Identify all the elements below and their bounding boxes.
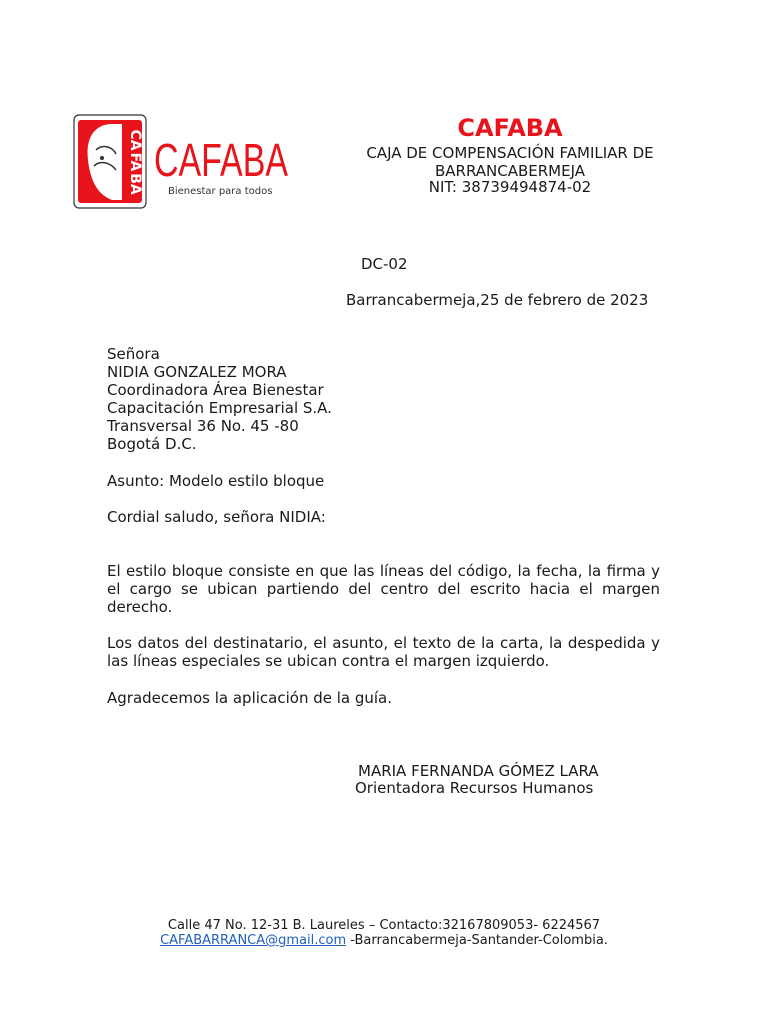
svg-text:CA: CA [127,129,143,151]
footer-email-link[interactable]: CAFABARRANCA@gmail.com [160,933,347,948]
letter-subject: Asunto: Modelo estilo bloque [107,472,325,490]
logo-brand-text: CAFABA [154,134,289,186]
recipient-title: Señora [107,345,160,363]
body-paragraph-2: Los datos del destinatario, el asunto, el texto de la carta, la despedida y las líneas especiales se ubican contra el margen izquierdo. [107,634,660,670]
letter-date: Barrancabermeja,25 de febrero de 2023 [346,291,649,309]
cafaba-logo-emblem [72,114,292,210]
nit-clip [330,178,690,196]
cafaba-logo [72,114,292,210]
recipient-company: Capacitación Empresarial S.A. [107,399,332,417]
footer-address: Calle 47 No. 12-31 B. Laureles – Contacto:32167809053- 6224567 [167,918,601,933]
recipient-name: NIDIA GONZALEZ MORA [107,363,287,381]
body-paragraph-3: Agradecemos la aplicación de la guía. [107,689,393,707]
recipient-city: Bogotá D.C. [107,435,197,453]
org-full-name-line1: CAJA DE COMPENSACIÓN FAMILIAR DE [366,144,654,162]
body-paragraph-1: El estilo bloque consiste en que las líneas del código, la fecha, la firma y el cargo se ubican partiendo del centro del escrito hacia el margen derecho. [107,562,660,616]
footer-location: -Barrancabermeja-Santander-Colombia. [346,933,608,948]
org-nit: NIT: 38739494874-02 [428,178,592,196]
recipient-address: Transversal 36 No. 45 -80 [107,417,299,435]
document-code: DC-02 [361,255,408,273]
org-full-name-line2: BARRANCABERMEJA [434,162,586,180]
signature-title: Orientadora Recursos Humanos [355,779,594,797]
logo-tagline: Bienestar para todos [168,186,273,197]
footer-contact-line [0,933,768,948]
svg-text:BA: BA [127,173,143,195]
signature-name: MARIA FERNANDA GÓMEZ LARA [358,762,599,780]
org-name: CAFABA [457,114,563,142]
letter-greeting: Cordial saludo, señora NIDIA: [107,508,326,526]
recipient-position: Coordinadora Área Bienestar [107,381,324,399]
svg-text:FA: FA [127,152,143,172]
